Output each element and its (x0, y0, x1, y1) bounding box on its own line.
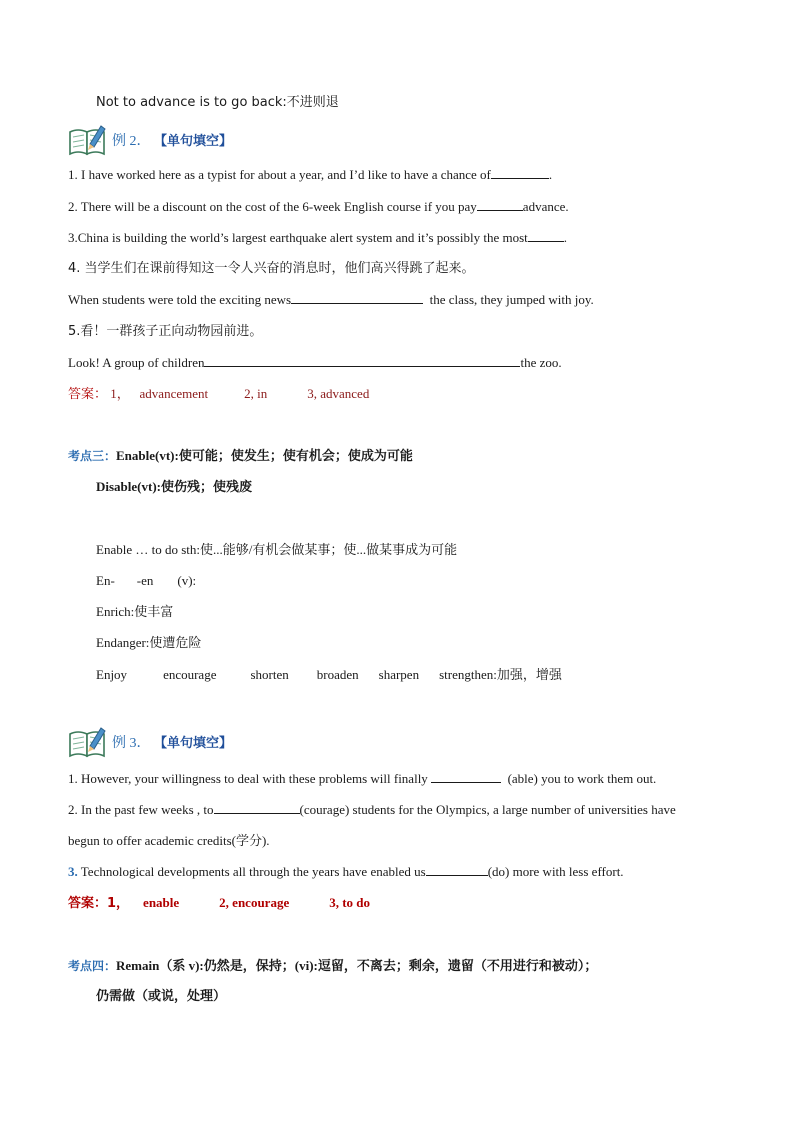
example-2-answers: 答案： 1， advancement 2, in 3, advanced (68, 386, 370, 402)
example-3-label: 例 3． (112, 736, 151, 751)
example-2-question-4-chinese: 4. 当学生们在课前得知这一令人兴奋的消息时，他们高兴得跳了起来。 (68, 261, 475, 276)
answer-blank[interactable] (291, 291, 423, 304)
example-2-title (112, 130, 232, 150)
book-pencil-icon (68, 724, 108, 758)
answer-blank[interactable] (204, 354, 520, 367)
example-3-question-2: 2. In the past few weeks , to (courage) students for the Olympics, a large number of universities have (68, 802, 676, 817)
answer-blank[interactable] (477, 198, 523, 211)
key-point-3-disable: Disable(vt):使伤残；使残废 (96, 479, 253, 495)
example-3-question-2-cont: begun to offer academic credits(学分). (68, 833, 270, 848)
example-2-question-3: 3.China is building the world’s largest earthquake alert system and it’s possibly the most . (68, 230, 568, 245)
example-2-question-4: When students were told the exciting news the class, they jumped with joy. (68, 292, 594, 307)
proverb-line: Not to advance is to go back:不进则退 (96, 95, 339, 110)
key-point-3-word-list: Enjoy encourage shorten broaden sharpen strengthen:加强，增强 (96, 667, 562, 682)
key-point-3-usage: Enable … to do sth:使...能够/有机会做某事；使...做某事成为可能 (96, 542, 458, 557)
example-2-tag: 【单句填空】 (154, 134, 233, 149)
example-2-question-2: 2. There will be a discount on the cost of the 6-week English course if you pay advance. (68, 199, 569, 214)
example-2-label: 例 2． (112, 134, 151, 149)
example-3-tag: 【单句填空】 (154, 736, 233, 751)
example-2-question-5: Look! A group of children the zoo. (68, 355, 562, 370)
example-3-title (112, 732, 232, 752)
book-pencil-icon (68, 122, 108, 156)
answer-blank[interactable] (214, 801, 300, 814)
example-3-answers: 答案：1， enable 2, encourage 3, to do (68, 895, 371, 911)
key-point-3-en-prefix: En- -en (v): (96, 573, 197, 588)
answer-blank[interactable] (528, 229, 564, 242)
key-point-3-endanger: Endanger:使遭危险 (96, 635, 202, 650)
example-2-question-5-chinese: 5.看！一群孩子正向动物园前进。 (68, 324, 263, 339)
answer-blank[interactable] (491, 166, 549, 179)
key-point-4-line-2: 仍需做（或说，处理） (96, 989, 227, 1004)
example-2-question-1: 1. I have worked here as a typist for about a year, and I’d like to have a chance of . (68, 167, 553, 182)
key-point-3-enrich: Enrich:使丰富 (96, 604, 174, 619)
example-3-question-1: 1. However, your willingness to deal with these problems will finally (able) you to work them out. (68, 771, 657, 786)
answer-label: 答案： (68, 387, 108, 402)
key-point-4-heading: 考点四：Remain（系 v):仍然是，保持；(vi):逗留，不离去；剩余，遗留（不用进行和被动）； (68, 958, 598, 974)
answer-label: 答案：1， (68, 896, 130, 911)
answer-blank[interactable] (426, 863, 488, 876)
key-point-3-heading: 考点三：Enable(vt):使可能；使发生；使有机会；使成为可能 (68, 448, 413, 464)
answer-blank[interactable] (431, 770, 501, 783)
example-3-question-3: 3. Technological developments all through the years have enabled us (do) more with less effort. (68, 864, 624, 879)
